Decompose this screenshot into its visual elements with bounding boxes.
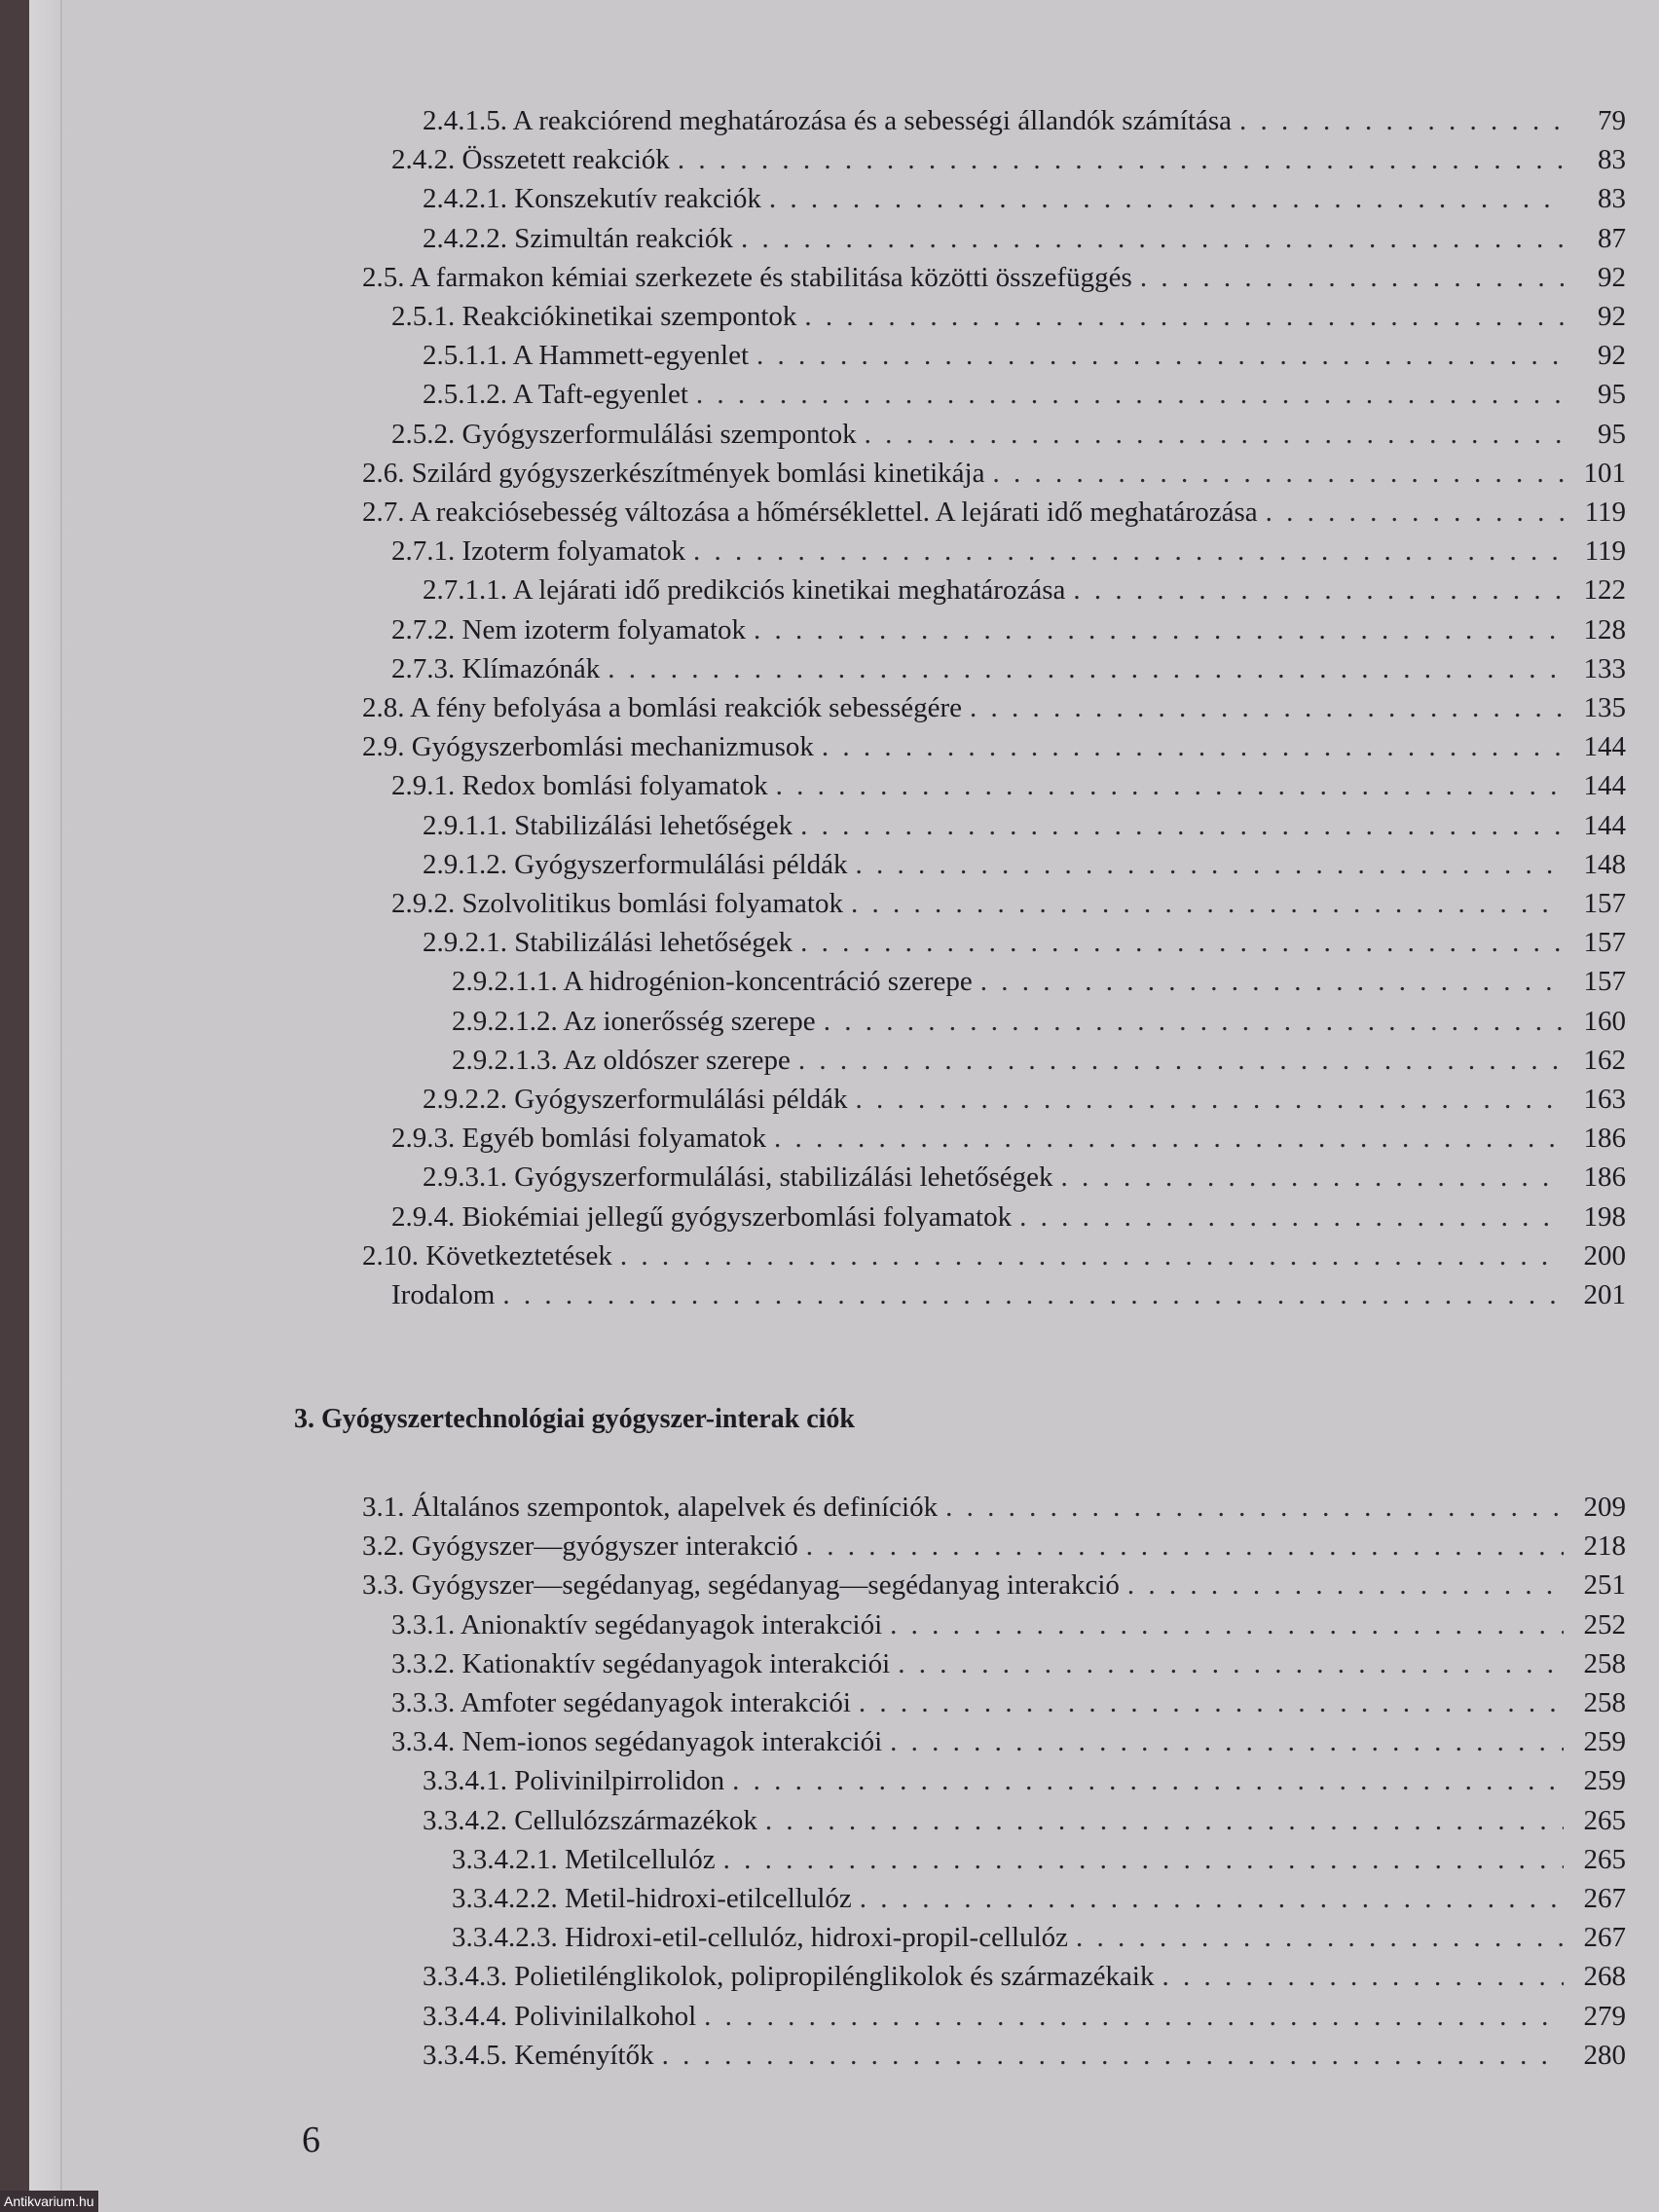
toc-entry-title: 3.3.4.4. Polivinilalkohol xyxy=(423,2001,697,2032)
toc-entry xyxy=(362,258,1626,297)
toc-entry-title: 2.4.2.1. Konszekutív reakciók xyxy=(423,183,761,214)
toc-entry-title: 3.3.4.2.3. Hidroxi-etil-cellulóz, hidroxi-propil-cellulóz xyxy=(452,1922,1069,1953)
toc-entry-page: 186 xyxy=(1583,1161,1626,1193)
toc-entry xyxy=(391,140,1626,179)
toc-entry-page: 83 xyxy=(1598,144,1626,175)
toc-entry xyxy=(391,1722,1626,1761)
toc-entry-title: 2.9.1.1. Stabilizálási lehetőségek xyxy=(423,810,793,841)
toc-dot-leader xyxy=(1140,258,1564,297)
toc-dot-leader xyxy=(741,219,1564,258)
toc-entry xyxy=(423,923,1626,962)
toc-entry-page: 119 xyxy=(1584,497,1626,528)
toc-entry-title: 3.3.3. Amfoter segédanyagok interakciói xyxy=(391,1687,851,1718)
toc-dot-leader xyxy=(1019,1198,1564,1236)
toc-entry-page: 144 xyxy=(1583,810,1626,841)
toc-dot-leader xyxy=(696,375,1564,414)
toc-dot-leader xyxy=(898,1644,1564,1683)
toc-entry-title: 2.5.1. Reakciókinetikai szempontok xyxy=(391,301,797,332)
toc-entry xyxy=(391,532,1626,571)
toc-entry-page: 251 xyxy=(1583,1569,1626,1601)
toc-entry xyxy=(452,1041,1626,1080)
toc-entry-page: 87 xyxy=(1598,223,1626,254)
toc-entry-title: 3.2. Gyógyszer—gyógyszer interakció xyxy=(362,1530,798,1562)
toc-entry-page: 279 xyxy=(1583,2001,1626,2032)
toc-entry xyxy=(391,297,1626,336)
toc-entry-page: 186 xyxy=(1583,1123,1626,1154)
toc-dot-leader xyxy=(693,532,1564,571)
toc-dot-leader xyxy=(856,1080,1564,1119)
toc-entry xyxy=(423,336,1626,375)
toc-entry-title: 2.4.2. Összetett reakciók xyxy=(391,144,670,175)
toc-entry-title: 2.7. A reakciósebesség változása a hőmérséklettel. A lejárati idő meghatározása xyxy=(362,497,1258,528)
toc-entry-page: 209 xyxy=(1583,1492,1626,1523)
toc-entry-page: 252 xyxy=(1583,1609,1626,1641)
toc-dot-leader xyxy=(851,884,1564,923)
toc-entry-title: Irodalom xyxy=(391,1279,496,1310)
toc-entry-page: 95 xyxy=(1598,419,1626,450)
toc-dot-leader xyxy=(822,727,1564,766)
toc-entry xyxy=(423,219,1626,258)
toc-entry xyxy=(362,727,1626,766)
toc-entry xyxy=(391,415,1626,454)
toc-entry-title: 3.3.4.1. Polivinilpirrolidon xyxy=(423,1765,725,1796)
toc-entry xyxy=(391,1644,1626,1683)
toc-dot-leader xyxy=(824,1002,1564,1041)
toc-entry-title: 2.5.1.2. A Taft-egyenlet xyxy=(423,379,688,410)
toc-entry xyxy=(362,1527,1626,1566)
toc-entry-title: 2.5.2. Gyógyszerformulálási szempontok xyxy=(391,419,857,450)
toc-dot-leader xyxy=(608,649,1564,688)
toc-entry-page: 133 xyxy=(1583,653,1626,684)
toc-dot-leader xyxy=(804,297,1564,336)
toc-entry xyxy=(423,806,1626,845)
toc-entry xyxy=(423,1957,1626,1996)
toc-entry-title: 3.3.1. Anionaktív segédanyagok interakciói xyxy=(391,1609,883,1641)
toc-entry-page: 119 xyxy=(1584,535,1626,567)
toc-entry xyxy=(391,610,1626,649)
toc-entry-title: 2.6. Szilárd gyógyszerkészítmények bomlási kinetikája xyxy=(362,458,985,489)
toc-dot-leader xyxy=(662,2036,1564,2075)
toc-dot-leader xyxy=(1266,493,1564,532)
book-spine xyxy=(0,0,29,2212)
toc-entry-title: 2.9.1. Redox bomlási folyamatok xyxy=(391,770,768,801)
toc-entry-page: 258 xyxy=(1583,1648,1626,1679)
toc-entry-page: 163 xyxy=(1583,1084,1626,1115)
toc-entry-page: 128 xyxy=(1583,614,1626,645)
toc-dot-leader xyxy=(502,1275,1564,1314)
toc-entry-title: 3.3.4. Nem-ionos segédanyagok interakciói xyxy=(391,1726,883,1757)
toc-entry-title: 2.7.1. Izoterm folyamatok xyxy=(391,535,685,567)
toc-entry xyxy=(391,884,1626,923)
toc-entry-title: 2.7.2. Nem izoterm folyamatok xyxy=(391,614,747,645)
toc-dot-leader xyxy=(800,923,1564,962)
toc-entry-title: 3.3.4.3. Polietilénglikolok, polipropilénglikolok és származékaik xyxy=(423,1961,1155,1992)
toc-entry-page: 83 xyxy=(1598,183,1626,214)
toc-entry xyxy=(362,1566,1626,1604)
toc-entry xyxy=(362,1236,1626,1275)
toc-entry xyxy=(452,962,1626,1001)
toc-entry-page: 148 xyxy=(1583,849,1626,880)
toc-entry-title: 2.5. A farmakon kémiai szerkezete és stabilitása közötti összefüggés xyxy=(362,262,1132,293)
toc-entry-title: 3.3.4.2.1. Metilcellulóz xyxy=(452,1844,716,1875)
toc-entry-page: 162 xyxy=(1583,1045,1626,1076)
toc-entry-page: 122 xyxy=(1583,574,1626,606)
toc-entry xyxy=(391,1119,1626,1158)
toc-entry xyxy=(423,2036,1626,2075)
toc-dot-leader xyxy=(704,1997,1564,2036)
toc-entry-title: 2.9.2.1. Stabilizálási lehetőségek xyxy=(423,927,793,958)
toc-entry-page: 259 xyxy=(1583,1726,1626,1757)
toc-entry xyxy=(452,1002,1626,1041)
toc-entry xyxy=(362,493,1626,532)
toc-entry-page: 265 xyxy=(1583,1805,1626,1836)
toc-entry-page: 92 xyxy=(1598,301,1626,332)
toc-entry-title: 2.7.3. Klímazónák xyxy=(391,653,601,684)
toc-entry-title: 2.9.1.2. Gyógyszerformulálási példák xyxy=(423,849,848,880)
toc-entry-page: 79 xyxy=(1598,105,1626,136)
toc-dot-leader xyxy=(970,688,1564,727)
toc-entry-title: 2.4.1.5. A reakciórend meghatározása és a sebességi állandók számítása xyxy=(423,105,1233,136)
toc-entry xyxy=(391,1275,1626,1314)
toc-dot-leader xyxy=(1061,1158,1565,1197)
toc-entry-page: 157 xyxy=(1583,966,1626,997)
toc-dot-leader xyxy=(774,1119,1564,1158)
toc-entry xyxy=(391,649,1626,688)
toc-entry xyxy=(452,1840,1626,1879)
toc-dot-leader xyxy=(776,766,1564,805)
toc-entry-page: 101 xyxy=(1583,458,1626,489)
toc-entry-title: 3.3. Gyógyszer—segédanyag, segédanyag—segédanyag interakció xyxy=(362,1569,1120,1601)
toc-dot-leader xyxy=(756,336,1564,375)
toc-entry xyxy=(423,375,1626,414)
toc-dot-leader xyxy=(798,1041,1564,1080)
toc-entry-page: 135 xyxy=(1583,692,1626,723)
toc-entry xyxy=(423,1801,1626,1840)
toc-dot-leader xyxy=(860,1879,1564,1918)
toc-entry-title: 2.9.3.1. Gyógyszerformulálási, stabilizálási lehetőségek xyxy=(423,1161,1053,1193)
toc-dot-leader xyxy=(765,1801,1564,1840)
toc-dot-leader xyxy=(865,415,1564,454)
toc-entry-page: 259 xyxy=(1583,1765,1626,1796)
toc-dot-leader xyxy=(678,140,1564,179)
toc-entry-page: 92 xyxy=(1598,340,1626,371)
toc-entry-page: 144 xyxy=(1583,770,1626,801)
toc-entry-title: 2.7.1.1. A lejárati idő predikciós kinetikai meghatározása xyxy=(423,574,1066,606)
toc-entry-page: 267 xyxy=(1583,1883,1626,1914)
toc-entry-title: 2.9.4. Biokémiai jellegű gyógyszerbomlási folyamatok xyxy=(391,1201,1013,1233)
toc-entry-title: 3.3.4.2.2. Metil-hidroxi-etilcellulóz xyxy=(452,1883,852,1914)
toc-entry xyxy=(423,571,1626,609)
watermark: Antikvarium.hu xyxy=(0,2191,98,2212)
toc-entry-page: 268 xyxy=(1583,1961,1626,1992)
gutter-line xyxy=(60,0,62,2212)
toc-dot-leader xyxy=(992,454,1564,493)
toc-dot-leader xyxy=(945,1488,1564,1527)
toc-dot-leader xyxy=(732,1761,1564,1800)
toc-entry-title: 3.3.4.2. Cellulózszármazékok xyxy=(423,1805,757,1836)
toc-entry-title: 2.9.3. Egyéb bomlási folyamatok xyxy=(391,1123,766,1154)
toc-dot-leader xyxy=(1239,101,1564,140)
toc-entry-page: 267 xyxy=(1583,1922,1626,1953)
toc-dot-leader xyxy=(1076,1918,1564,1957)
toc-entry xyxy=(452,1879,1626,1918)
toc-dot-leader xyxy=(890,1722,1564,1761)
toc-entry-page: 218 xyxy=(1583,1530,1626,1562)
toc-dot-leader xyxy=(856,845,1564,884)
toc-entry-page: 198 xyxy=(1583,1201,1626,1233)
toc-entry-page: 200 xyxy=(1583,1240,1626,1272)
toc-entry-page: 265 xyxy=(1583,1844,1626,1875)
toc-entry-page: 201 xyxy=(1583,1279,1626,1310)
toc-entry xyxy=(362,1488,1626,1527)
toc-entry-title: 2.4.2.2. Szimultán reakciók xyxy=(423,223,733,254)
toc-entry-title: 2.8. A fény befolyása a bomlási reakciók sebességére xyxy=(362,692,963,723)
toc-dot-leader xyxy=(1073,571,1564,609)
toc-entry xyxy=(362,454,1626,493)
toc-entry xyxy=(391,1605,1626,1644)
toc-entry-title: 3.3.2. Kationaktív segédanyagok interakciói xyxy=(391,1648,891,1679)
toc-entry xyxy=(452,1918,1626,1957)
toc-entry-title: 3.3.4.5. Keményítők xyxy=(423,2040,654,2071)
toc-dot-leader xyxy=(859,1683,1564,1722)
toc-dot-leader xyxy=(890,1605,1564,1644)
toc-entry xyxy=(391,1198,1626,1236)
toc-entry-title: 2.5.1.1. A Hammett-egyenlet xyxy=(423,340,750,371)
toc-entry-page: 157 xyxy=(1583,927,1626,958)
toc-entry-title: 2.9.2.1.1. A hidrogénion-koncentráció szerepe xyxy=(452,966,973,997)
toc-entry-page: 95 xyxy=(1598,379,1626,410)
page-number: 6 xyxy=(302,2120,320,2160)
toc-entry-title: 2.9.2.2. Gyógyszerformulálási példák xyxy=(423,1084,848,1115)
toc-entry xyxy=(423,1158,1626,1197)
chapter-heading: 3. Gyógyszertechnológiai gyógyszer-interak ciók xyxy=(294,1404,855,1434)
toc-entry-title: 2.9.2. Szolvolitikus bomlási folyamatok xyxy=(391,888,843,919)
toc-dot-leader xyxy=(1127,1566,1564,1604)
toc-dot-leader xyxy=(769,179,1564,218)
toc-dot-leader xyxy=(806,1527,1564,1566)
toc-entry-title: 2.10. Következtetések xyxy=(362,1240,612,1272)
toc-entry-title: 3.1. Általános szempontok, alapelvek és definíciók xyxy=(362,1492,939,1523)
toc-dot-leader xyxy=(723,1840,1564,1879)
toc-dot-leader xyxy=(800,806,1564,845)
toc-entry xyxy=(423,1080,1626,1119)
toc-entry-page: 160 xyxy=(1583,1006,1626,1037)
toc-dot-leader xyxy=(754,610,1564,649)
toc-entry xyxy=(362,688,1626,727)
toc-entry-page: 92 xyxy=(1598,262,1626,293)
toc-entry xyxy=(423,1997,1626,2036)
toc-entry xyxy=(391,1683,1626,1722)
toc-entry xyxy=(423,179,1626,218)
toc-dot-leader xyxy=(980,962,1564,1001)
toc-entry-page: 280 xyxy=(1583,2040,1626,2071)
toc-entry-page: 258 xyxy=(1583,1687,1626,1718)
toc-dot-leader xyxy=(1161,1957,1564,1996)
toc-entry xyxy=(423,101,1626,140)
toc-entry xyxy=(423,1761,1626,1800)
toc-entry-title: 2.9.2.1.2. Az ionerősség szerepe xyxy=(452,1006,816,1037)
toc-entry xyxy=(391,766,1626,805)
toc-entry-title: 2.9. Gyógyszerbomlási mechanizmusok xyxy=(362,731,814,762)
toc-entry-page: 157 xyxy=(1583,888,1626,919)
toc-entry-page: 144 xyxy=(1583,731,1626,762)
toc-dot-leader xyxy=(620,1236,1564,1275)
toc-entry-title: 2.9.2.1.3. Az oldószer szerepe xyxy=(452,1045,791,1076)
toc-entry xyxy=(423,845,1626,884)
